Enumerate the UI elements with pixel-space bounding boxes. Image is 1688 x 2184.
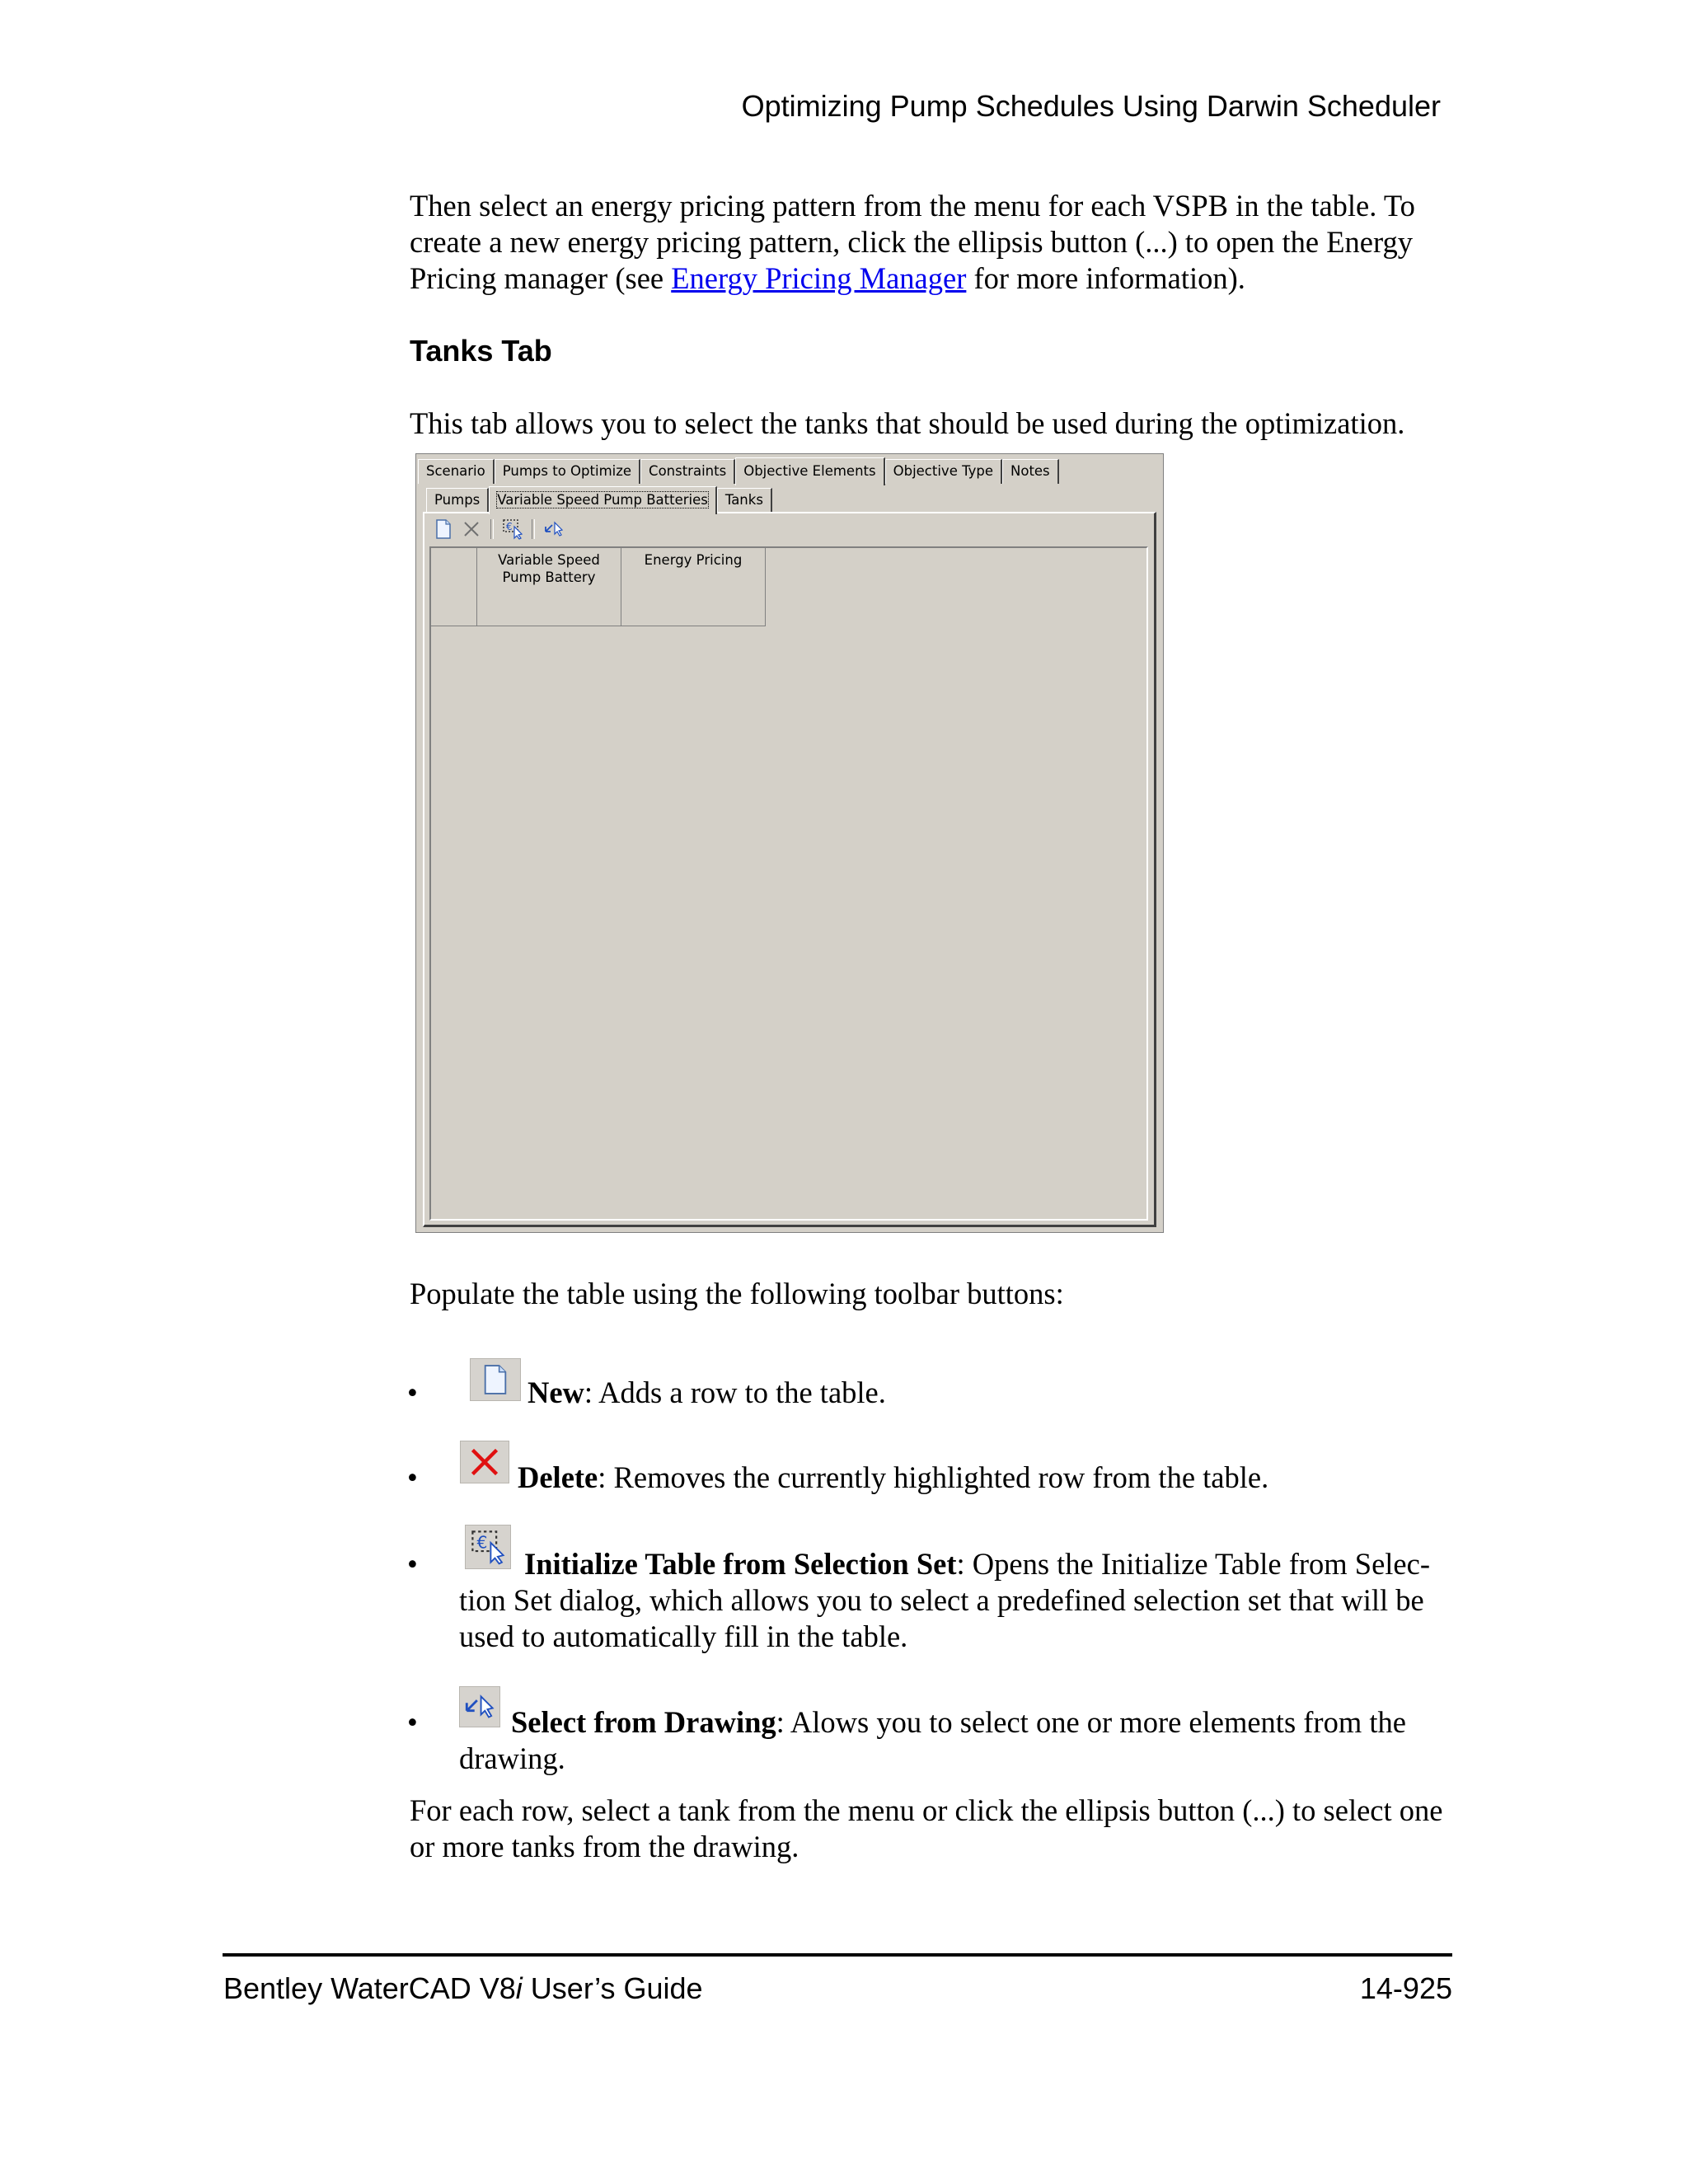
intro-paragraph: [410, 188, 1456, 297]
bullet-marker: •: [407, 1460, 418, 1494]
footer-divider: [223, 1953, 1452, 1957]
tab-content-panel: [423, 512, 1156, 1227]
bullet-desc: : Opens the Initialize Table from Selec-: [956, 1547, 1430, 1581]
bullet-delete-text: [518, 1460, 1268, 1496]
closing-paragraph: For each row, select a tank from the menu or click the ellipsis button (...) to select one or more tanks from the drawing.: [410, 1793, 1443, 1863]
bullet-new-text: [528, 1375, 886, 1411]
intro-text-after-link: for more information).: [966, 261, 1245, 295]
footer-page-number: 14-925: [1359, 1971, 1452, 2005]
tab-scenario[interactable]: Scenario: [418, 459, 495, 484]
select-from-drawing-icon: [462, 1692, 498, 1722]
energy-pricing-manager-link[interactable]: Energy Pricing Manager: [671, 261, 967, 295]
tab-notes[interactable]: Notes: [1002, 459, 1059, 484]
section-heading: Tanks Tab: [410, 334, 552, 368]
bullet-initialize-line2: tion Set dialog, which allows you to select a predefined selection set that will be: [459, 1583, 1424, 1617]
tab-objective-type[interactable]: Objective Type: [885, 459, 1002, 484]
toolbar-delete-button[interactable]: [459, 518, 484, 541]
data-grid[interactable]: [429, 546, 1148, 1221]
subtab-pumps[interactable]: Pumps: [426, 488, 489, 513]
new-icon: [434, 519, 452, 539]
grid-column-energy-pricing[interactable]: Energy Pricing: [621, 548, 766, 626]
footer-book-title: [223, 1971, 703, 2006]
section-description: This tab allows you to select the tanks that should be used during the optimization.: [410, 406, 1405, 440]
grid-header-row: [431, 548, 766, 626]
tab-constraints[interactable]: Constraints: [640, 459, 735, 484]
tab-objective-elements[interactable]: Objective Elements: [735, 457, 884, 485]
initialize-from-selection-icon: [470, 1529, 506, 1565]
delete-icon: [462, 520, 481, 538]
sub-tab-row: [426, 486, 772, 513]
column-label: Variable Speed Pump Battery: [498, 552, 600, 585]
bullet-desc: : Removes the currently highlighted row from the table.: [598, 1460, 1269, 1494]
footer-title-suffix: User’s Guide: [522, 1971, 703, 2005]
new-button-image: [470, 1358, 521, 1401]
bullet-desc: : Adds a row to the table.: [584, 1376, 886, 1409]
grid-row-header-column: [431, 548, 477, 626]
bullet-select-line1: [511, 1704, 1406, 1741]
select-from-drawing-icon: [542, 520, 565, 538]
running-header: Optimizing Pump Schedules Using Darwin Scheduler: [741, 89, 1441, 123]
svg-text:€: €: [476, 1532, 488, 1553]
bullet-term: Delete: [518, 1460, 598, 1494]
toolbar-separator: [532, 519, 535, 539]
bullet-marker: •: [407, 1705, 418, 1739]
subtab-variable-speed-pump-batteries-label: Variable Speed Pump Batteries: [497, 492, 708, 508]
grid-toolbar: [431, 517, 566, 541]
initialize-from-selection-icon: [502, 518, 523, 540]
bullet-term: Initialize Table from Selection Set: [524, 1547, 957, 1581]
toolbar-intro: Populate the table using the following toolbar buttons:: [410, 1277, 1064, 1310]
bullet-desc: : Alows you to select one or more elements from the: [776, 1705, 1406, 1739]
svg-text:€: €: [506, 521, 513, 532]
bullet-initialize-line3: used to automatically fill in the table.: [459, 1619, 908, 1653]
bullet-term: New: [528, 1376, 584, 1409]
toolbar-new-button[interactable]: [431, 518, 456, 541]
darwin-scheduler-dialog: [415, 453, 1164, 1233]
top-tab-row: [418, 457, 1059, 484]
bullet-term: Select from Drawing: [511, 1705, 776, 1739]
initialize-button-image: [465, 1525, 511, 1569]
delete-button-image: [460, 1441, 509, 1483]
toolbar-initialize-button[interactable]: [500, 518, 525, 541]
new-icon: [481, 1363, 509, 1396]
grid-column-variable-speed-pump-battery[interactable]: [477, 548, 621, 626]
delete-icon: [468, 1446, 501, 1479]
select-from-drawing-button-image: [459, 1686, 500, 1727]
footer-title-prefix: Bentley WaterCAD V8: [223, 1971, 516, 2005]
footer-title-italic: i: [515, 1971, 523, 2005]
intro-text-before-link: Then select an energy pricing pattern from the menu for each VSPB in the table. To create a new energy pricing pattern, click the ellipsis button (...) to open the Energy Pricing manager (see: [410, 189, 1415, 295]
subtab-tanks[interactable]: Tanks: [717, 488, 772, 513]
bullet-select-line2: drawing.: [459, 1741, 565, 1775]
subtab-variable-speed-pump-batteries[interactable]: [489, 486, 717, 514]
tab-pumps-to-optimize[interactable]: Pumps to Optimize: [495, 459, 640, 484]
toolbar-separator: [490, 519, 494, 539]
bullet-initialize-line1: [524, 1546, 1430, 1582]
bullet-marker: •: [407, 1376, 418, 1409]
bullet-marker: •: [407, 1547, 418, 1581]
toolbar-select-from-drawing-button[interactable]: [542, 518, 566, 541]
